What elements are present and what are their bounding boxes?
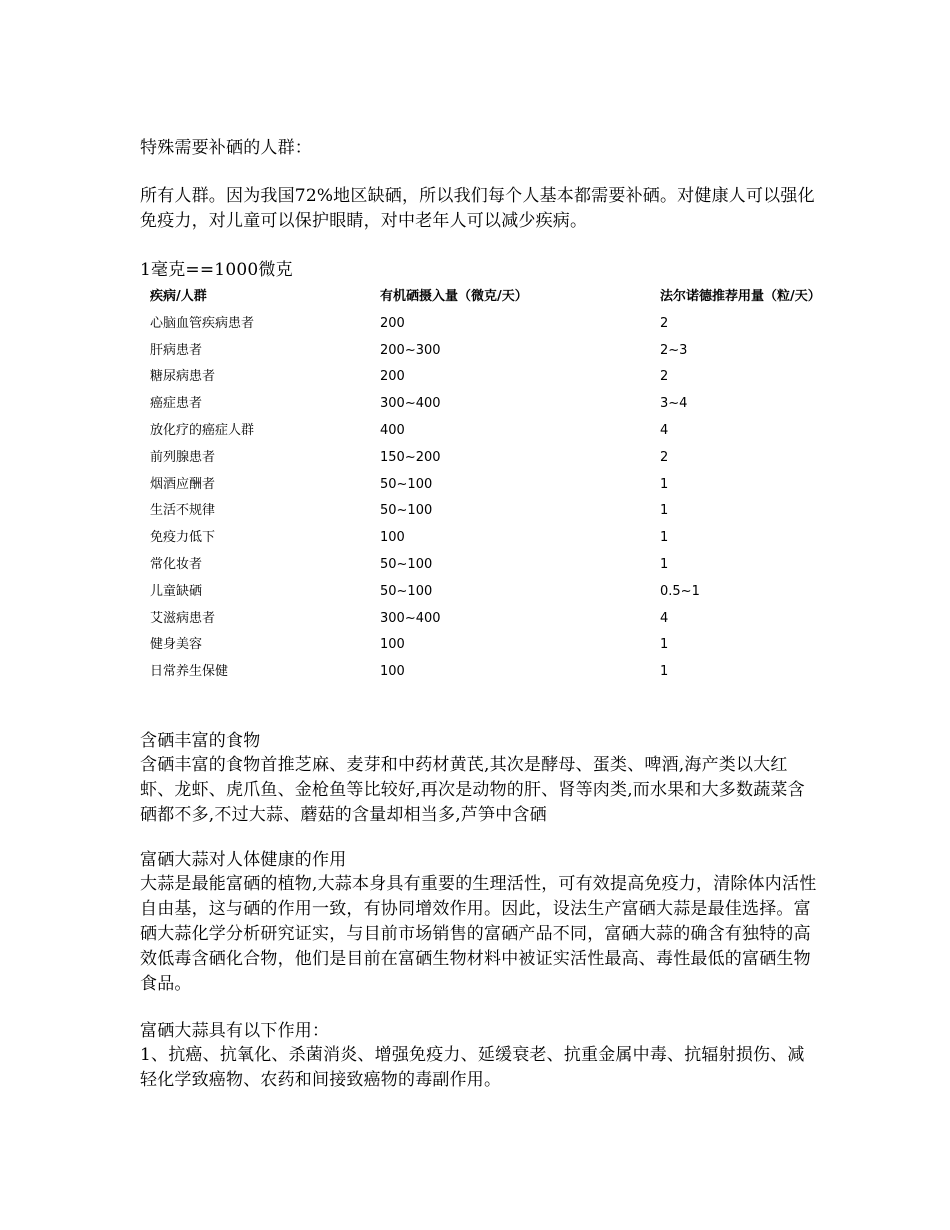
cell-group: 前列腺患者 xyxy=(150,449,216,465)
cell-group: 烟酒应酬者 xyxy=(150,476,216,492)
section-title-garlic-effects: 富硒大蒜具有以下作用： xyxy=(140,1021,330,1041)
header-recommended: 法尔诺德推荐用量（粒/天） xyxy=(660,289,821,304)
cell-group: 癌症患者 xyxy=(150,396,203,412)
cell-intake: 150~200 xyxy=(380,449,441,465)
cell-group: 心脑血管疾病患者 xyxy=(150,315,255,331)
cell-recommended: 1 xyxy=(660,476,669,492)
section-title-garlic-health: 富硒大蒜对人体健康的作用 xyxy=(140,850,347,870)
cell-intake: 200 xyxy=(380,369,405,385)
paragraph-selenium-foods: 含硒丰富的食物首推芝麻、麦芽和中药材黄芪,其次是酵母、蛋类、啤酒,海产类以大红虾、龙虾、虎爪鱼、金枪鱼等比较好,再次是动物的肝、肾等肉类,而水果和大多数蔬菜含硒都不多,不过大蒜、蘑菇的含量却相当多,芦笋中含硒 xyxy=(140,755,805,825)
cell-intake: 100 xyxy=(380,664,405,680)
paragraph-all-groups: 所有人群。因为我国72%地区缺硒，所以我们每个人基本都需要补硒。对健康人可以强化免疫力，对儿童可以保护眼睛，对中老年人可以减少疾病。 xyxy=(140,186,815,231)
table-row xyxy=(150,665,850,692)
table-row xyxy=(150,478,850,505)
cell-recommended: 4 xyxy=(660,610,669,626)
cell-recommended: 2~3 xyxy=(660,342,688,358)
cell-group: 常化妆者 xyxy=(150,556,203,572)
cell-group: 糖尿病患者 xyxy=(150,369,216,385)
selenium-dosage-table xyxy=(150,290,850,692)
cell-group: 放化疗的癌症人群 xyxy=(150,422,255,438)
cell-intake: 50~100 xyxy=(380,503,433,519)
header-group: 疾病/人群 xyxy=(150,289,207,304)
table-row xyxy=(150,638,850,665)
cell-group: 日常养生保健 xyxy=(150,664,229,680)
table-row xyxy=(150,344,850,371)
cell-intake: 200 xyxy=(380,315,405,331)
cell-intake: 300~400 xyxy=(380,610,441,626)
cell-recommended: 1 xyxy=(660,556,669,572)
table-row xyxy=(150,397,850,424)
cell-recommended: 0.5~1 xyxy=(660,583,700,599)
table-header-row xyxy=(150,290,850,317)
cell-recommended: 2 xyxy=(660,315,669,331)
cell-intake: 200~300 xyxy=(380,342,441,358)
table-row xyxy=(150,424,850,451)
table-row xyxy=(150,585,850,612)
cell-group: 儿童缺硒 xyxy=(150,583,203,599)
cell-recommended: 4 xyxy=(660,422,669,438)
cell-group: 生活不规律 xyxy=(150,503,216,519)
table-row xyxy=(150,558,850,585)
table-row xyxy=(150,317,850,344)
cell-intake: 400 xyxy=(380,422,405,438)
cell-recommended: 1 xyxy=(660,637,669,653)
section-title-selenium-foods: 含硒丰富的食物 xyxy=(140,731,261,751)
table-row xyxy=(150,612,850,639)
cell-intake: 100 xyxy=(380,637,405,653)
cell-group: 肝病患者 xyxy=(150,342,203,358)
cell-intake: 300~400 xyxy=(380,396,441,412)
table-row xyxy=(150,451,850,478)
cell-group: 艾滋病患者 xyxy=(150,610,216,626)
section-title-selenium-groups: 特殊需要补硒的人群： xyxy=(140,138,312,158)
cell-group: 免疫力低下 xyxy=(150,530,216,546)
cell-recommended: 1 xyxy=(660,664,669,680)
table-row xyxy=(150,504,850,531)
cell-recommended: 1 xyxy=(660,503,669,519)
paragraph-garlic-effects: 1、抗癌、抗氧化、杀菌消炎、增强免疫力、延缓衰老、抗重金属中毒、抗辐射损伤、减轻化学致癌物、农药和间接致癌物的毒副作用。 xyxy=(140,1045,805,1090)
cell-intake: 100 xyxy=(380,530,405,546)
table-row xyxy=(150,370,850,397)
cell-group: 健身美容 xyxy=(150,637,203,653)
cell-intake: 50~100 xyxy=(380,476,433,492)
paragraph-garlic-health: 大蒜是最能富硒的植物,大蒜本身具有重要的生理活性，可有效提高免疫力，清除体内活性自由基，这与硒的作用一致，有协同增效作用。因此，设法生产富硒大蒜是最佳选择。富硒大蒜化学分析研究证实，与目前市场销售的富硒产品不同，富硒大蒜的确含有独特的高效低毒含硒化合物，他们是目前在富硒生物材料中被证实活性最高、毒性最低的富硒生物食品。 xyxy=(140,874,817,994)
cell-recommended: 2 xyxy=(660,449,669,465)
cell-intake: 50~100 xyxy=(380,583,433,599)
cell-recommended: 2 xyxy=(660,369,669,385)
cell-recommended: 1 xyxy=(660,530,669,546)
unit-conversion-note: 1毫克==1000微克 xyxy=(140,260,293,280)
table-row xyxy=(150,531,850,558)
cell-recommended: 3~4 xyxy=(660,396,688,412)
cell-intake: 50~100 xyxy=(380,556,433,572)
header-intake: 有机硒摄入量（微克/天） xyxy=(380,289,528,304)
